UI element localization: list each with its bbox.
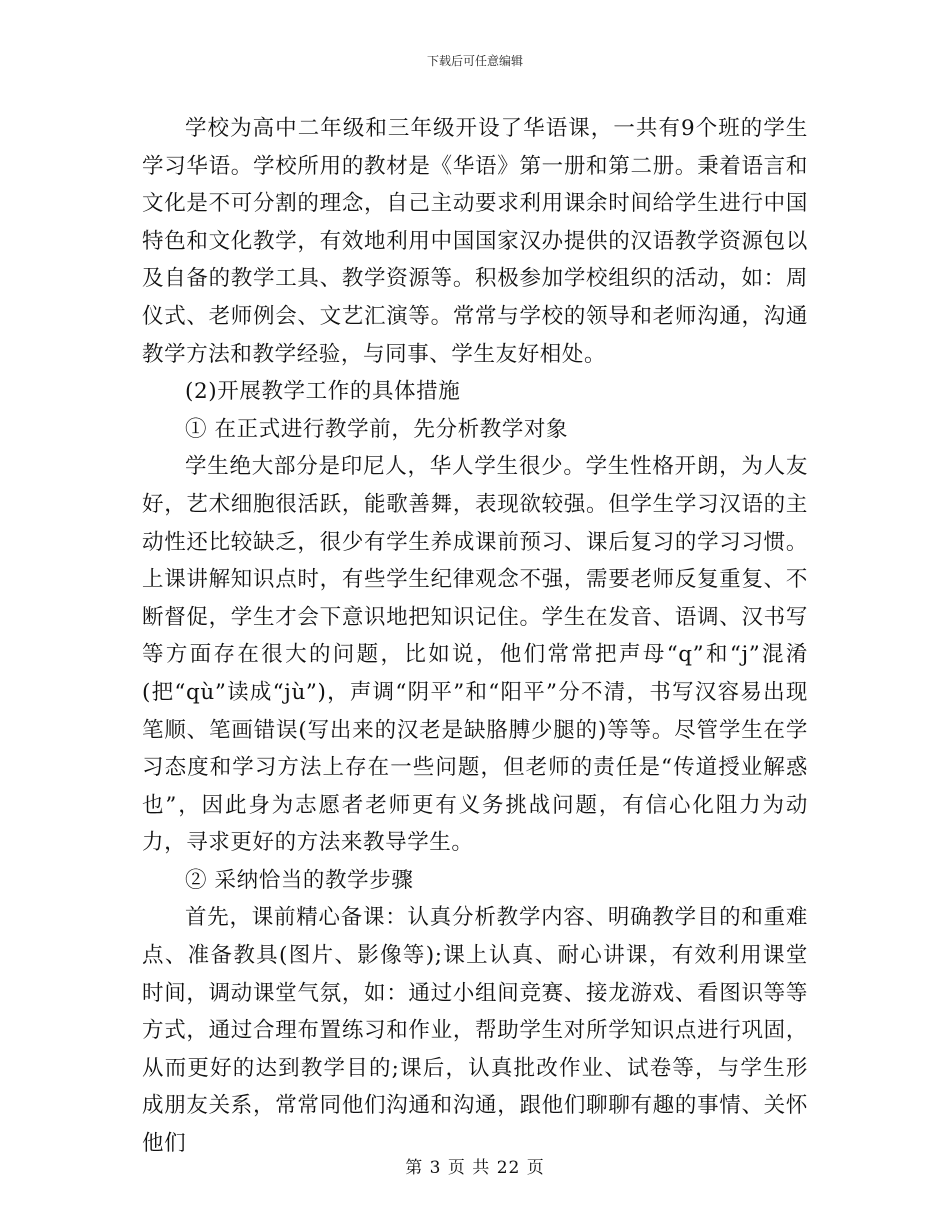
paragraph-school-intro: 学校为高中二年级和三年级开设了华语课，一共有9个班的学生学习华语。学校所用的教材是《华语》第一册和第二册。秉着语言和文化是不可分割的理念，自己主动要求利用课余时间给学生进行中国特色和文化教学，有效地利用中国国家汉办提供的汉语教学资源包以及自备的教学工具、教学资源等。积极参加学校组织的活动，如：周仪式、老师例会、文艺汇演等。常常与学校的领导和老师沟通，沟通教学方法和教学经验，与同事、学生友好相处。 — [142, 116, 808, 367]
page-header: 下载后可任意编辑 — [426, 54, 523, 68]
subheading-teaching-steps: ② 采纳恰当的教学步骤 — [185, 867, 414, 893]
page-footer: 第 3 页 共 22 页 — [405, 1158, 545, 1178]
paragraph-student-analysis: 学生绝大部分是印尼人，华人学生很少。学生性格开朗，为人友好，艺术细胞很活跃，能歌善舞，表现欲较强。但学生学习汉语的主动性还比较缺乏，很少有学生养成课前预习、课后复习的学习习惯。上课讲解知识点时，有些学生纪律观念不强，需要老师反复重复、不断督促，学生才会下意识地把知识记住。学生在发音、语调、汉书写等方面存在很大的问题，比如说，他们常常把声母“q”和“j”混淆(把“qù”读成“jù”)，声调“阴平”和“阳平”分不清，书写汉容易出现笔顺、笔画错误(写出来的汉老是缺胳膊少腿的)等等。尽管学生在学习态度和学习方法上存在一些问题，但老师的责任是“传道授业解惑也”，因此身为志愿者老师更有义务挑战问题，有信心化阻力为动力，寻求更好的方法来教导学生。 — [142, 454, 808, 856]
subheading-analyze-students: ① 在正式进行教学前，先分析教学对象 — [185, 416, 569, 442]
paragraph-teaching-steps: 首先，课前精心备课：认真分析教学内容、明确教学目的和重难点、准备教具(图片、影像等);课上认真、耐心讲课，有效利用课堂时间，调动课堂气氛，如：通过小组间竞赛、接龙游戏、看图识等等方式，通过合理布置练习和作业，帮助学生对所学知识点进行巩固，从而更好的达到教学目的;课后，认真批改作业、试卷等，与学生形成朋友关系，常常同他们沟通和沟通，跟他们聊聊有趣的事情、关怀他们 — [142, 905, 808, 1157]
section-heading-measures: (2)开展教学工作的具体措施 — [185, 379, 461, 405]
document-body — [142, 110, 808, 1163]
